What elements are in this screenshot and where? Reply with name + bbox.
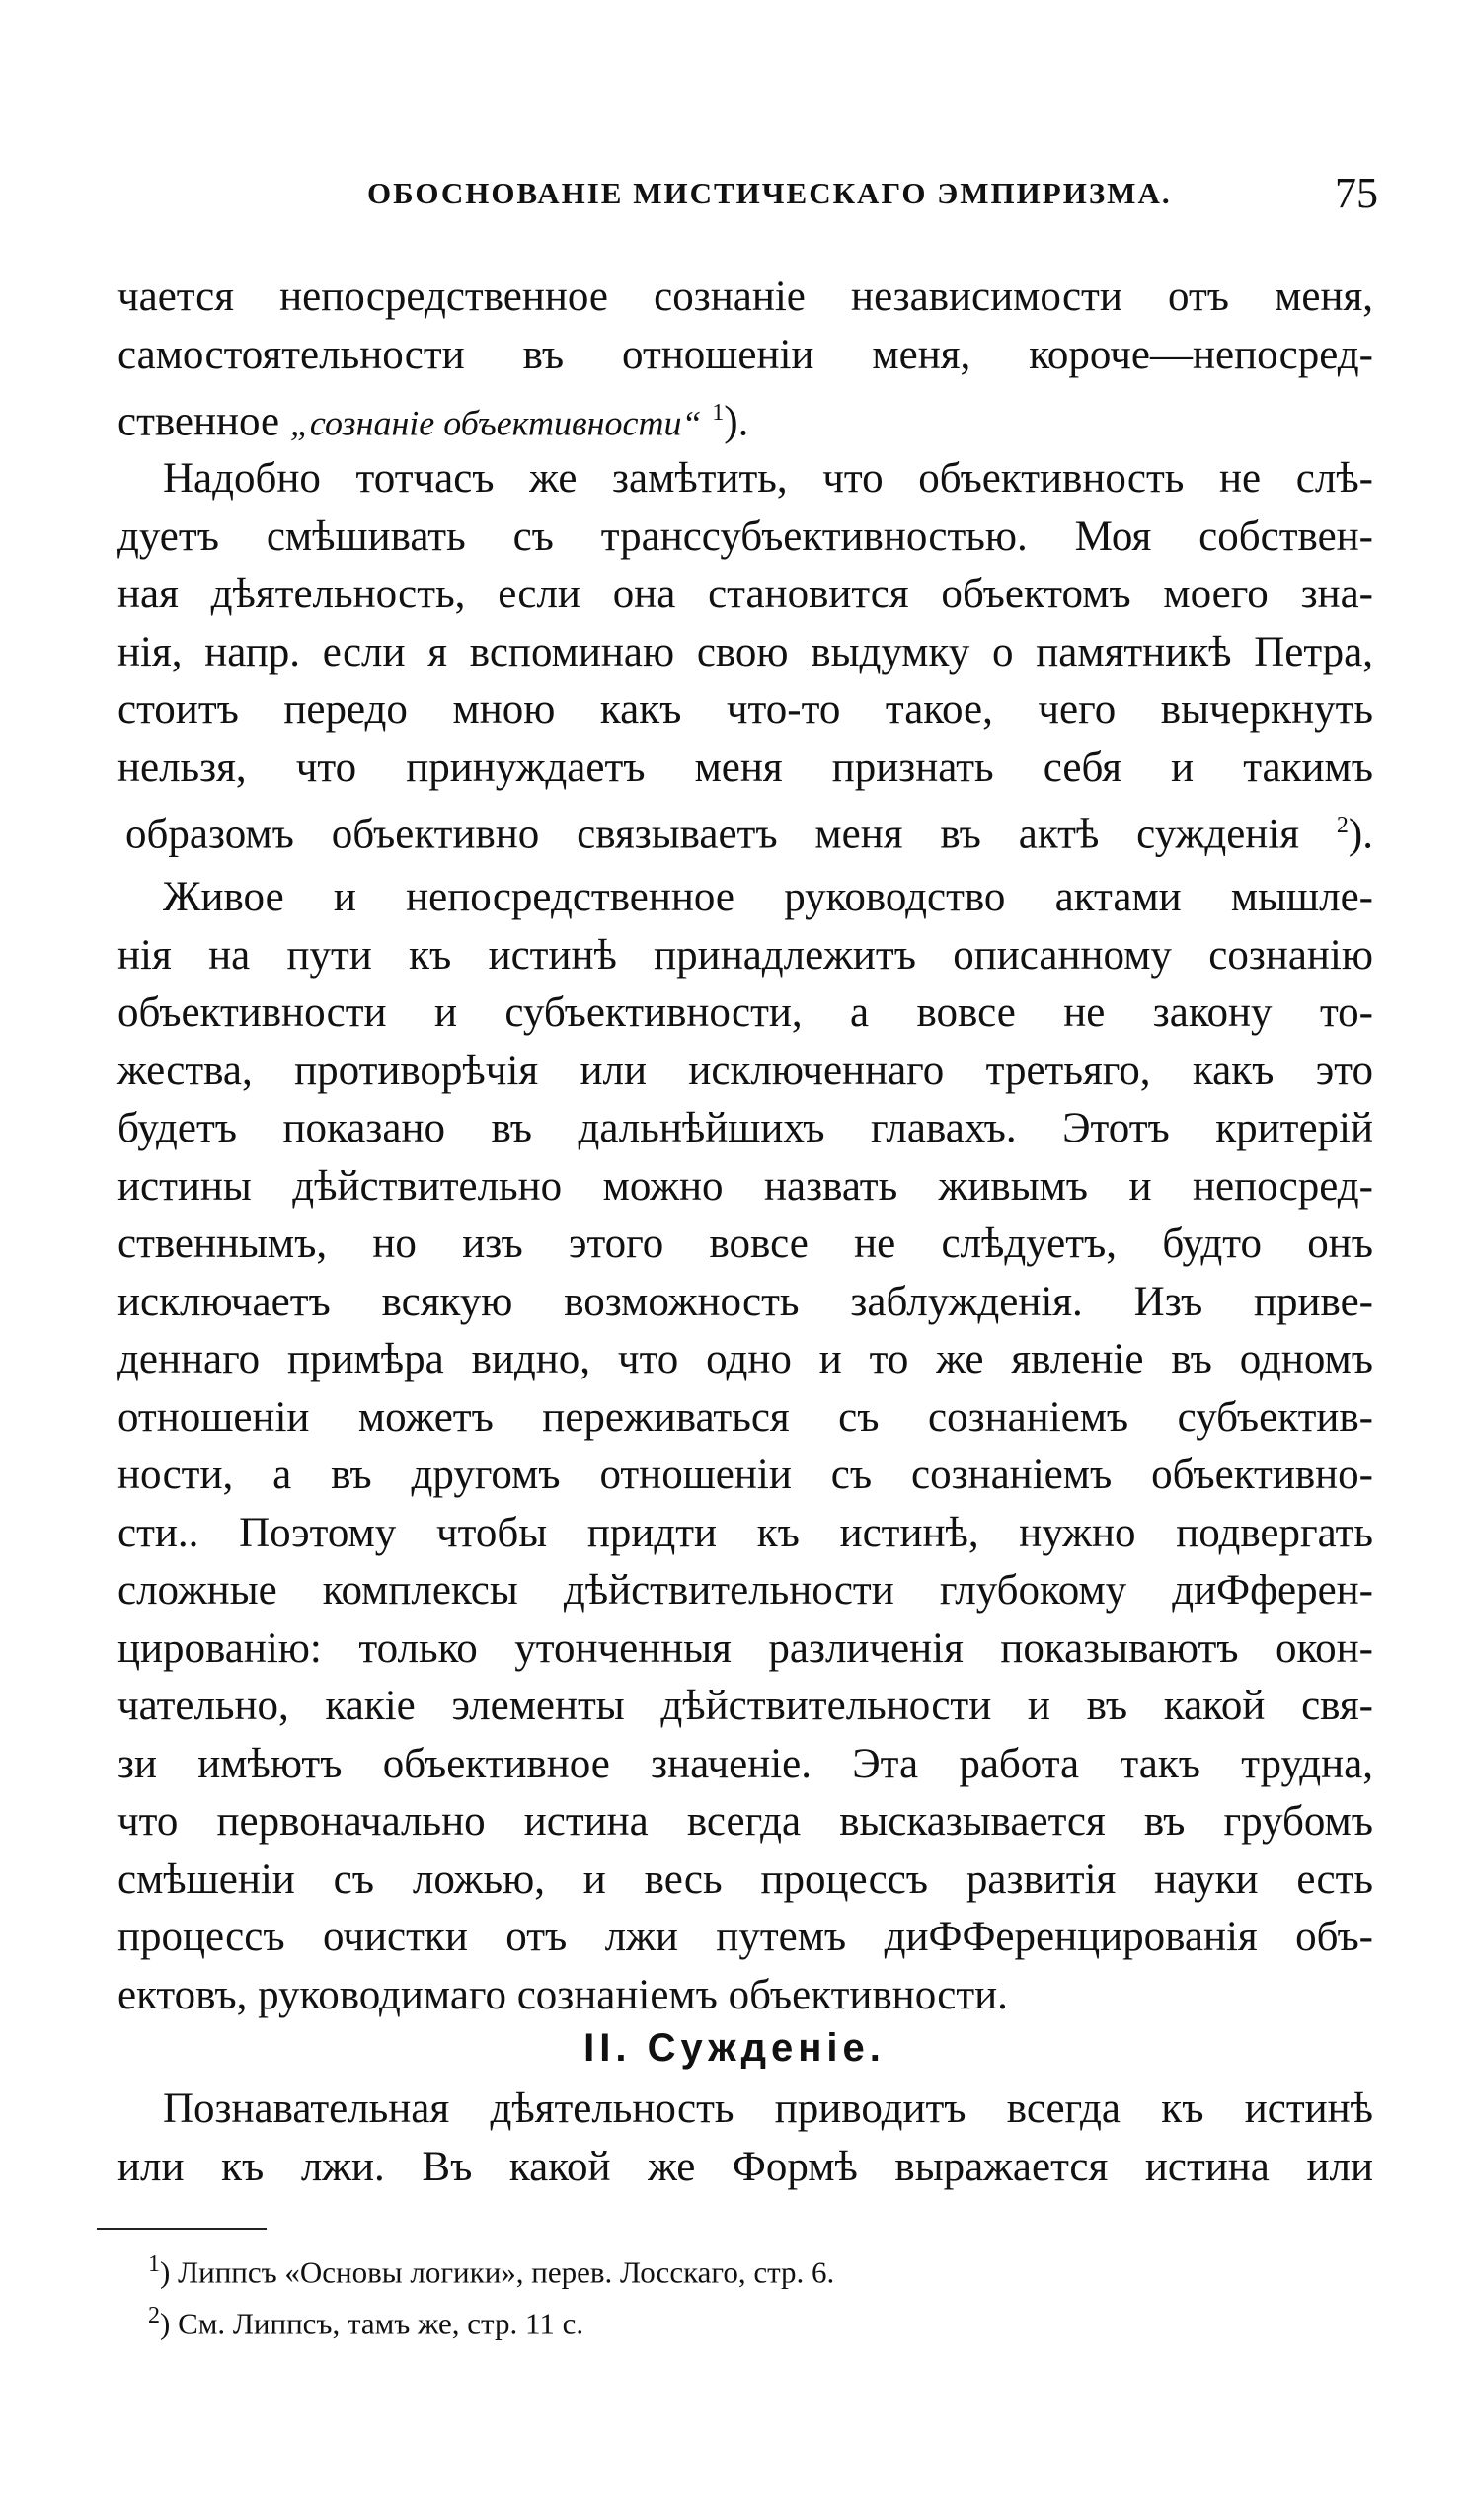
text-line: ственнымъ, но изъ этого вовсе не слѣдуетъ, будто онъ — [117, 1221, 1373, 1267]
text-line: деннаго примѣра видно, что одно и то же явленіе въ одномъ — [117, 1336, 1373, 1382]
text-line: ная дѣятельность, если она становится объектомъ моего зна- — [117, 571, 1373, 617]
paragraph-2 — [117, 450, 1373, 858]
text-line: дуетъ смѣшивать съ транссубъективностью. Моя собствен- — [117, 512, 1373, 560]
text-line: жества, противорѣчія или исключеннаго третьяго, какъ это — [117, 1047, 1373, 1094]
text-line: нельзя, что принуждаетъ меня признать себя и такимъ — [117, 744, 1373, 791]
footnote-2: $^2$) См. Липпсъ, тамъ же, стр. 11 с. — [148, 2303, 584, 2341]
text-line: объективности и субъективности, а вовсе не закону то- — [117, 989, 1373, 1036]
running-title: ОБОСНОВАНІЕ МИСТИЧЕСКАГО ЭМПИРИЗМА. — [367, 176, 1172, 210]
footnote-ref[interactable]: 2 — [1336, 813, 1349, 838]
text-line: смѣшеніи съ ложью, и весь процессъ развитія науки есть — [117, 1855, 1373, 1903]
paragraph-3 — [117, 869, 1373, 2024]
text-line: процессъ очистки отъ лжи путемъ диФФеренцированія объ- — [117, 1914, 1373, 1960]
section-heading: II. Сужденіе. — [583, 2026, 886, 2070]
text-line: самостоятельности въ отношеніи меня, короче—непосред- — [117, 331, 1373, 378]
text-line: отношеніи можетъ переживаться съ сознаніемъ субъектив- — [117, 1393, 1373, 1441]
text-line: истины дѣйствительно можно назвать живымъ и непосред- — [117, 1162, 1373, 1210]
text-line: нія на пути къ истинѣ принадлежитъ описанному сознанію — [117, 931, 1373, 979]
footnote-1: $^1$) Липпсъ «Основы логики», перев. Лосскаго, стр. 6. — [148, 2251, 835, 2290]
text-line: ственное „сознаніе объективности“ $^1$). — [117, 398, 749, 445]
text-line: Надобно тотчасъ же замѣтить, что объективность не слѣ- — [163, 455, 1373, 502]
text-line: будетъ показано въ дальнѣйшихъ главахъ. Этотъ критерій — [117, 1105, 1373, 1151]
text-line: чается непосредственное сознаніе независимости отъ меня, — [117, 274, 1373, 320]
text-line: чательно, какіе элементы дѣйствительности и въ какой свя- — [117, 1683, 1373, 1729]
emphasis: „сознаніе объективности“ — [289, 403, 702, 443]
text-line: или къ лжи. Въ какой же Формѣ выражается истина или — [117, 2143, 1373, 2190]
text-line: что первоначально истина всегда высказывается въ грубомъ — [117, 1798, 1373, 1845]
text-line: нія, напр. если я вспоминаю свою выдумку о памятникѣ Петра, — [117, 628, 1373, 675]
text-line: Познавательная дѣятельность приводитъ всегда къ истинѣ — [163, 2086, 1373, 2132]
footnote-rule — [97, 2228, 267, 2230]
text-line: сложные комплексы дѣйствительности глубокому диФферен- — [117, 1567, 1373, 1614]
text-line: Живое и непосредственное руководство актами мышле- — [163, 874, 1373, 920]
footnote-ref[interactable]: 1 — [712, 400, 725, 426]
paragraph-1 — [117, 269, 1373, 445]
paragraph-4 — [117, 2081, 1373, 2196]
text-line: исключаетъ всякую возможность заблужденія. Изъ приве- — [117, 1278, 1373, 1325]
text-line: зи имѣютъ объективное значеніе. Эта работа такъ трудна, — [117, 1740, 1373, 1787]
text-line: образомъ объективно связываетъ меня въ актѣ сужденія $^2$). — [125, 811, 1373, 858]
text-line: ности, а въ другомъ отношеніи съ сознаніемъ объективно- — [117, 1452, 1373, 1498]
text-line: сти.. Поэтому чтобы придти къ истинѣ, нужно подвергать — [117, 1509, 1373, 1556]
text-line: цированію: только утонченныя различенія показываютъ окон- — [117, 1624, 1373, 1672]
text-line: ектовъ, руководимаго сознаніемъ объективности. — [117, 1971, 1008, 2018]
page-number: 75 — [1335, 169, 1378, 217]
text-line: стоитъ передо мною какъ что-то такое, чего вычеркнуть — [117, 686, 1373, 733]
